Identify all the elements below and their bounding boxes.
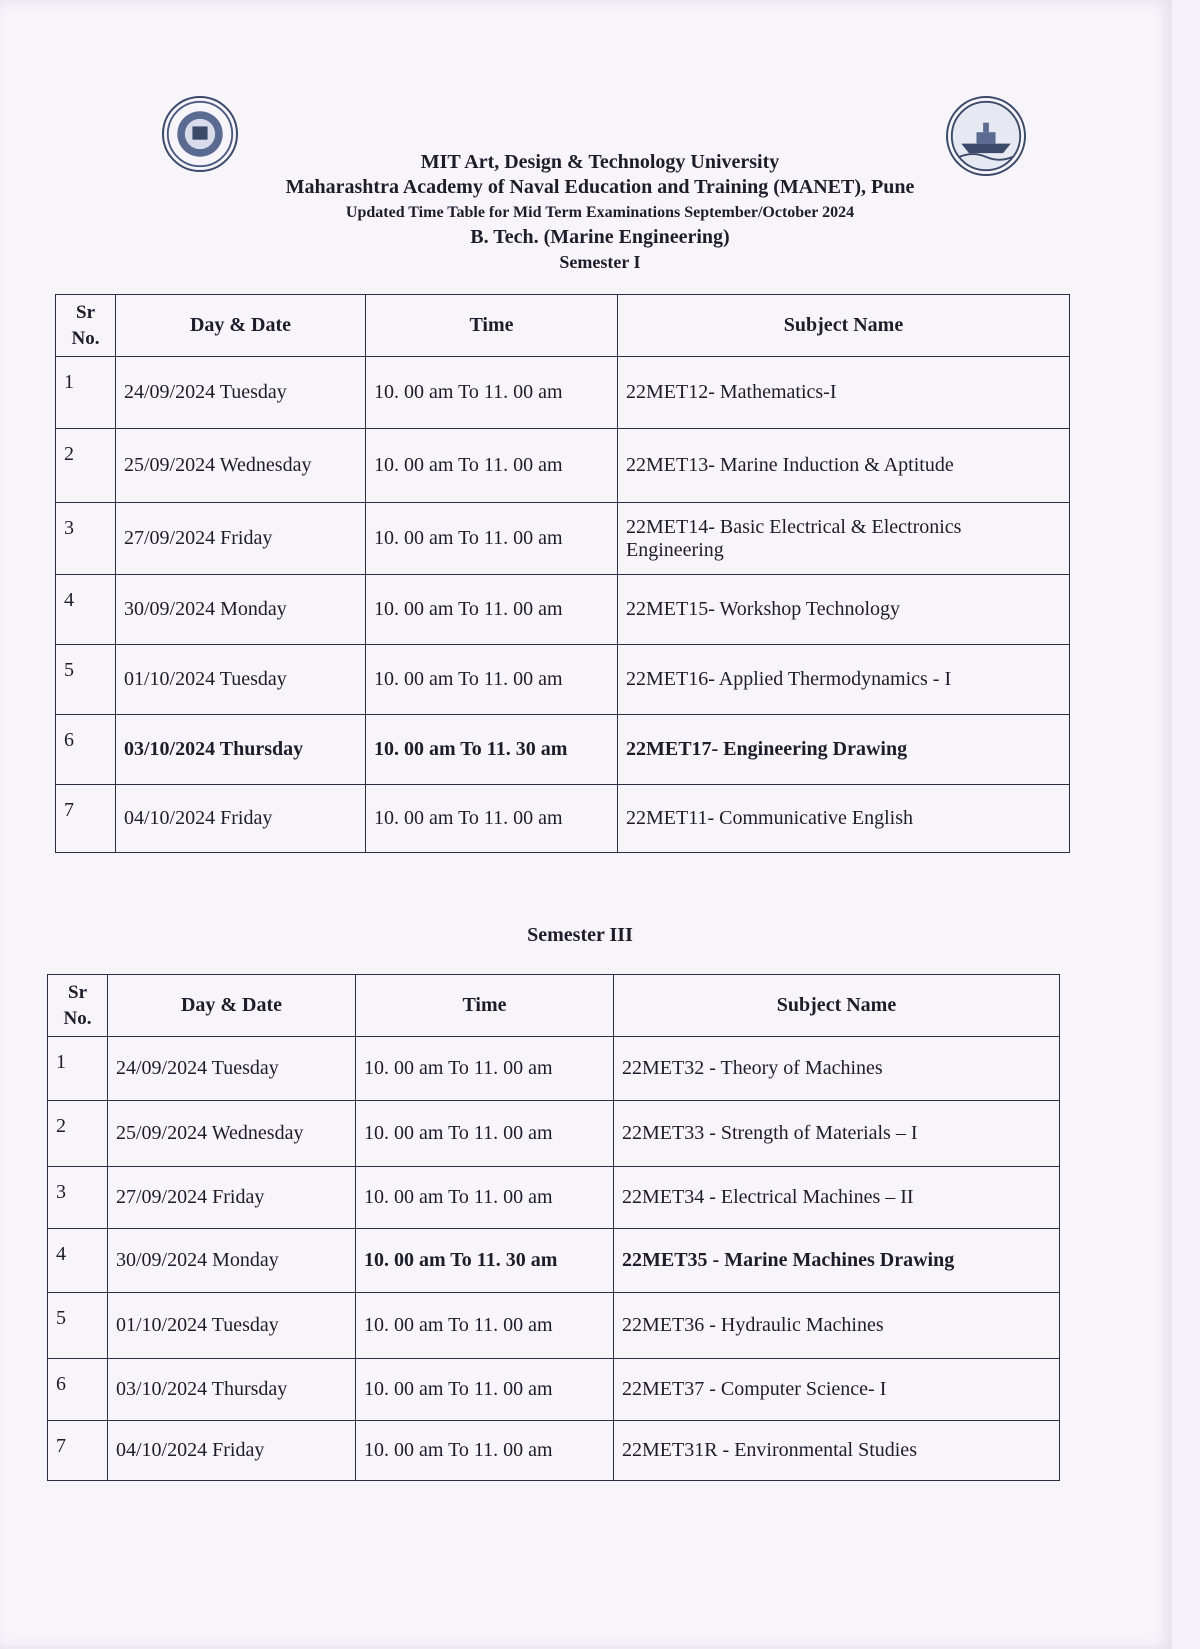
semester-1-table: [55, 294, 1070, 853]
date-cell: 30/09/2024 Monday: [116, 575, 366, 645]
col-time: Time: [366, 295, 618, 357]
table-row: [56, 715, 1070, 785]
date-cell: 24/09/2024 Tuesday: [108, 1037, 356, 1101]
academy-name: Maharashtra Academy of Naval Education and Training (MANET), Pune: [285, 176, 915, 198]
time-cell: 10. 00 am To 11. 00 am: [366, 503, 618, 575]
time-cell: 10. 00 am To 11. 00 am: [356, 1167, 614, 1229]
table-row: [56, 785, 1070, 853]
sr-cell: 5: [56, 645, 116, 715]
date-cell: 27/09/2024 Friday: [108, 1167, 356, 1229]
time-cell: 10. 00 am To 11. 00 am: [366, 785, 618, 853]
subject-cell: 22MET35 - Marine Machines Drawing: [614, 1229, 1060, 1293]
time-cell: 10. 00 am To 11. 00 am: [366, 645, 618, 715]
subject-cell: 22MET17- Engineering Drawing: [618, 715, 1070, 785]
table-row: [56, 429, 1070, 503]
table-row: [48, 1167, 1060, 1229]
date-cell: 03/10/2024 Thursday: [108, 1359, 356, 1421]
date-cell: 04/10/2024 Friday: [116, 785, 366, 853]
semester-1-title: Semester I: [559, 252, 641, 272]
sr-cell: 1: [48, 1037, 108, 1101]
subject-cell: 22MET14- Basic Electrical & Electronics Engineering: [618, 503, 1070, 575]
time-cell: 10. 00 am To 11. 00 am: [366, 357, 618, 429]
sr-cell: 6: [56, 715, 116, 785]
program-name: B. Tech. (Marine Engineering): [470, 226, 730, 248]
table-row: [48, 1421, 1060, 1481]
sr-cell: 4: [48, 1229, 108, 1293]
sr-cell: 1: [56, 357, 116, 429]
subject-cell: 22MET13- Marine Induction & Aptitude: [618, 429, 1070, 503]
subject-cell: 22MET12- Mathematics-I: [618, 357, 1070, 429]
subject-cell: 22MET37 - Computer Science- I: [614, 1359, 1060, 1421]
sr-cell: 3: [48, 1167, 108, 1229]
table-header-row: [48, 975, 1060, 1037]
time-cell: 10. 00 am To 11. 00 am: [356, 1359, 614, 1421]
sr-cell: 7: [56, 785, 116, 853]
date-cell: 30/09/2024 Monday: [108, 1229, 356, 1293]
col-sr: Sr No.: [56, 295, 116, 357]
table-row: [56, 575, 1070, 645]
col-time: Time: [356, 975, 614, 1037]
time-cell: 10. 00 am To 11. 00 am: [366, 575, 618, 645]
date-cell: 25/09/2024 Wednesday: [108, 1101, 356, 1167]
date-cell: 01/10/2024 Tuesday: [116, 645, 366, 715]
time-cell: 10. 00 am To 11. 00 am: [356, 1101, 614, 1167]
date-cell: 27/09/2024 Friday: [116, 503, 366, 575]
time-cell: 10. 00 am To 11. 30 am: [356, 1229, 614, 1293]
subject-cell: 22MET34 - Electrical Machines – II: [614, 1167, 1060, 1229]
subject-cell: 22MET31R - Environmental Studies: [614, 1421, 1060, 1481]
col-date: Day & Date: [116, 295, 366, 357]
subject-cell: 22MET16- Applied Thermodynamics - I: [618, 645, 1070, 715]
subject-cell: 22MET11- Communicative English: [618, 785, 1070, 853]
document-header: [200, 150, 1000, 275]
date-cell: 24/09/2024 Tuesday: [116, 357, 366, 429]
date-cell: 04/10/2024 Friday: [108, 1421, 356, 1481]
timetable-subtitle: Updated Time Table for Mid Term Examinations September/October 2024: [345, 204, 855, 221]
sr-cell: 5: [48, 1293, 108, 1359]
time-cell: 10. 00 am To 11. 00 am: [366, 429, 618, 503]
time-cell: 10. 00 am To 11. 30 am: [366, 715, 618, 785]
table-row: [48, 1359, 1060, 1421]
semester-3-table: [47, 974, 1060, 1481]
table-row: [56, 645, 1070, 715]
sr-cell: 6: [48, 1359, 108, 1421]
time-cell: 10. 00 am To 11. 00 am: [356, 1421, 614, 1481]
col-subject: Subject Name: [618, 295, 1070, 357]
sr-cell: 2: [48, 1101, 108, 1167]
col-subject: Subject Name: [614, 975, 1060, 1037]
sr-cell: 2: [56, 429, 116, 503]
sr-cell: 3: [56, 503, 116, 575]
table-row: [48, 1101, 1060, 1167]
date-cell: 01/10/2024 Tuesday: [108, 1293, 356, 1359]
subject-cell: 22MET36 - Hydraulic Machines: [614, 1293, 1060, 1359]
subject-cell: 22MET32 - Theory of Machines: [614, 1037, 1060, 1101]
semester-3-title: Semester III: [527, 924, 633, 946]
table-row: [48, 1293, 1060, 1359]
time-cell: 10. 00 am To 11. 00 am: [356, 1037, 614, 1101]
sr-cell: 7: [48, 1421, 108, 1481]
date-cell: 03/10/2024 Thursday: [116, 715, 366, 785]
col-date: Day & Date: [108, 975, 356, 1037]
sr-cell: 4: [56, 575, 116, 645]
table-row: [48, 1037, 1060, 1101]
subject-cell: 22MET33 - Strength of Materials – I: [614, 1101, 1060, 1167]
table-header-row: [56, 295, 1070, 357]
table-row: [56, 357, 1070, 429]
subject-cell: 22MET15- Workshop Technology: [618, 575, 1070, 645]
university-name: MIT Art, Design & Technology University: [420, 151, 780, 173]
time-cell: 10. 00 am To 11. 00 am: [356, 1293, 614, 1359]
date-cell: 25/09/2024 Wednesday: [116, 429, 366, 503]
table-row: [56, 503, 1070, 575]
table-row: [48, 1229, 1060, 1293]
col-sr: Sr No.: [48, 975, 108, 1037]
